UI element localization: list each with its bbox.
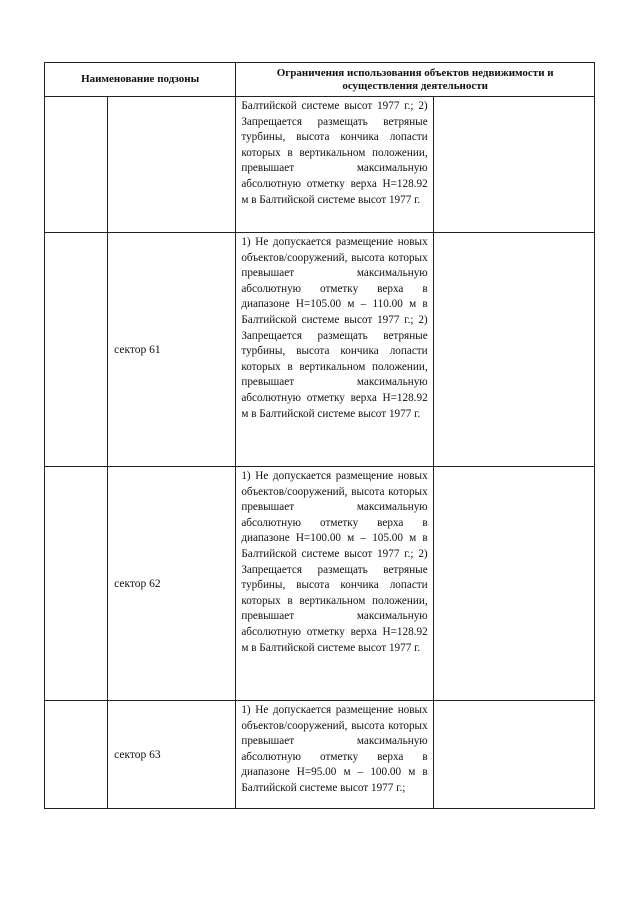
- sector-cell: сектор 62: [108, 467, 236, 701]
- header-restrictions-text: Ограничения использования объектов недвижимости и осуществления деятельности: [276, 66, 554, 92]
- restriction-text: 1) Не допускается размещение новых объектов/сооружений, высота которых превышает максимальную абсолютную отметку верха в диапазоне H=95.00 м – 100.00 м в Балтийской системе высот 1977 г.;: [241, 704, 428, 794]
- blank-cell: [433, 701, 594, 809]
- restriction-cell: [236, 701, 433, 809]
- restriction-cell: [236, 97, 433, 233]
- table-row: [45, 467, 595, 701]
- blank-cell: [45, 97, 108, 233]
- sector-cell: сектор 61: [108, 233, 236, 467]
- blank-cell: [433, 233, 594, 467]
- blank-cell: [433, 467, 594, 701]
- table-header-row: [45, 63, 595, 97]
- table-row: [45, 233, 595, 467]
- header-restrictions: [236, 63, 595, 97]
- restriction-cell: [236, 233, 433, 467]
- blank-cell: [45, 233, 108, 467]
- document-page: [44, 62, 595, 809]
- restrictions-table: [44, 62, 595, 809]
- restriction-cell: [236, 467, 433, 701]
- table-row: [45, 97, 595, 233]
- blank-cell: [45, 701, 108, 809]
- blank-cell: [433, 97, 594, 233]
- sector-cell: [108, 97, 236, 233]
- restriction-text: 1) Не допускается размещение новых объектов/сооружений, высота которых превышает максимальную абсолютную отметку верха в диапазоне H=100.00 м – 105.00 м в Балтийской системе высот 1977 г.; 2) Запрещается размещать ветряные турбины, высота кончика лопасти которых в вертикальном положении, превышает максимальную абсолютную отметку верха H=128.92 м в Балтийской системе высот 1977 г.: [241, 470, 428, 654]
- header-subzone-name: [45, 63, 236, 97]
- table-row: [45, 701, 595, 809]
- sector-cell: сектор 63: [108, 701, 236, 809]
- restriction-text: 1) Не допускается размещение новых объектов/сооружений, высота которых превышает максимальную абсолютную отметку верха в диапазоне H=105.00 м – 110.00 м в Балтийской системе высот 1977 г.; 2) Запрещается размещать ветряные турбины, высота кончика лопасти которых в вертикальном положении, превышает максимальную абсолютную отметку верха H=128.92 м в Балтийской системе высот 1977 г.: [241, 236, 428, 420]
- restriction-text: Балтийской системе высот 1977 г.; 2) Запрещается размещать ветряные турбины, высота кончика лопасти которых в вертикальном положении, превышает максимальную абсолютную отметку верха H=128.92 м в Балтийской системе высот 1977 г.: [241, 100, 428, 206]
- header-subzone-name-text: Наименование подзоны: [81, 73, 200, 85]
- blank-cell: [45, 467, 108, 701]
